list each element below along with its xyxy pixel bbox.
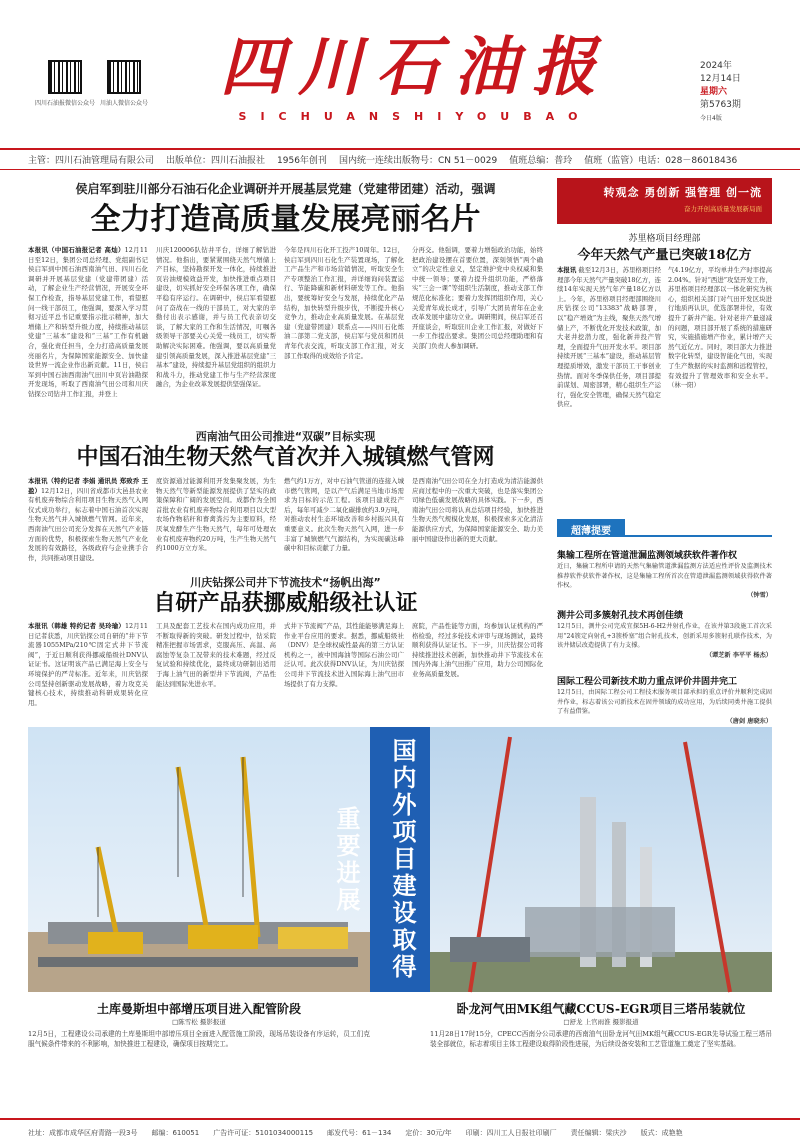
story3-column-3: 式井下节流阀”产品，其性能能够满足海上作业平台应用的要求。据悉，挪威船级社（DNV）是全球权威性最高的第三方认证机构之一，被中国海油等国际石油公司广泛认可。此次获得DNV认证，为川庆钻探公司井下节流技术进入国际海上油气田市场提供了有力支撑。 — [284, 622, 404, 688]
masthead — [0, 0, 800, 148]
express-tab — [557, 519, 772, 537]
express-item-2-title[interactable]: 测井公司多簇射孔技术再创佳绩 — [557, 611, 684, 621]
express-item-3-title[interactable]: 国际工程公司新技术助力重点评价井固井完工 — [557, 677, 738, 687]
lead-headline[interactable]: 全力打造高质量发展亮丽名片 — [90, 202, 481, 237]
express-item-3-credit: （唐剑 唐晓东） — [726, 717, 772, 725]
qr-code-right-icon[interactable] — [107, 60, 141, 94]
issue-datebox — [700, 60, 770, 125]
qr-code-left-icon[interactable] — [48, 60, 82, 94]
weekday: 星期六 — [700, 87, 728, 97]
issue-number: 第5763期 — [700, 100, 741, 110]
publisher: 出版单位：四川石油报社 — [166, 156, 266, 166]
express-item-1-body — [557, 562, 772, 602]
left-photo-credit: □陈雪松 摄影报道 — [172, 1018, 226, 1026]
lead-column-2: 川庆120006队钻井平台，详细了解钻进情况。他指出，要紧紧围绕天然气增储上产目标，坚持勘探开发一体化，持续推进页岩油规模效益开发，加快推进重点项目建设，切实抓好安全环保各项工作，确保平稳有序运行。在调研中，侯启军看望慰问了奋战在一线的干部员工，对大家的辛勤付出表示感谢，并与员工代表亲切交谈，了解大家的工作和生活情况，叮嘱各级领导干部要关心关爱一线员工，切实帮助解决实际困难。他强调，要以高质量党建引领高质量发展，深入推进基层党建“三基本”建设，持续提升基层党组织的组织力和战斗力，推动党建工作与生产经营深度融合，为企业改革发展提供坚强保证。 — [156, 246, 276, 389]
vertical-section-title: 国内外项目建设取得重要进展 — [370, 727, 430, 992]
footer-address: 社址：成都市成华区府青路一段3号 — [28, 1128, 138, 1137]
side-column-1 — [557, 266, 661, 511]
qr-right-caption: 川油人微信公众号 — [99, 100, 148, 107]
express-item-3-text: 12月5日，由国际工程公司工程技术服务项目部承担的重点评价井顺利完成固井作业，标志着该公司新技术在固井领域的成功应用，为后续同类井施工提供了有益借鉴。 — [557, 689, 772, 716]
story2-column-1 — [28, 477, 149, 562]
story3-column-1 — [28, 622, 148, 716]
story3-kicker: 川庆钻探公司井下节流技术“扬帆出海” — [190, 576, 381, 589]
lead-story-header — [28, 180, 543, 240]
footer-editor: 责任编辑：梁庆沙 — [570, 1128, 627, 1137]
story2-col1-text: 12月12日，四川省成都市大邑县农业有机废弃物综合利用项目生物天然气入网仪式成功举行，标志着中国石油首次实现生物天然气并入城镇燃气管网。近年来，西南油气田公司充分发挥在天然气产业链方面的优势，积极探索生物天然气产业化发展的有效路径，各级政府与企业携手合作，共同推动项目建设。 — [28, 486, 149, 562]
lead-dateline: 本报讯（中国石油报记者 高灿） — [28, 246, 125, 254]
lead-col1-text: 12月11日至12日，集团公司总经理、党组副书记侯启军到中国石油西南油气田、四川石化调研并开展基层党建（党建带团建）活动，了解企业生产经营情况，开展安全环保工作检查，指导基层党建工作，看望慰问一线干部员工，他强调，要深入学习贯彻习近平总书记重要指示批示精神，加大增储上产和转型升级力度，持续推动基层党建“三基本”建设和“三基”工作有机融合，强化责任担当，全力打造高质量发展亮丽名片，为保障国家能源安全、加快建设世界一流企业作出新贡献。11日，侯启军到中国石油西南油气田川中页岩油勘探开发现场，听取了西南油气田公司和川庆钻探公司钻井工作汇报，并登上 — [28, 246, 148, 398]
lead-kicker: 侯启军到驻川部分石油石化企业调研并开展基层党建（党建带团建）活动，强调 — [75, 182, 496, 196]
sponsor: 主管：四川石油管理局有限公司 — [28, 156, 155, 166]
footer-bar — [0, 1118, 800, 1145]
express-item-2-text: 12月5日，测井公司完成宜探5H-6-H2井射孔作业，在该井第3段施工首次采用“24簇定向射孔+3簇桥塞”组合射孔技术，创新采用多簇射孔联作技术，为该井储层改造提供了有力支撑。 — [557, 623, 772, 650]
right-photo-text: 11月28日17时15分，CPECC西南分公司承建的西南油气田卧龙河气田MK组气藏CCUS-EGR先导试验工程三塔吊装全部就位，标志着项目主体工程建设取得阶段性进展，为后续设备安装和工艺管道施工奠定了坚实基础。 — [430, 1030, 772, 1048]
story2-column-2: 度资源通过能源利用开发集聚发展，为生物天然气等新型能源发展提供了坚实的政策保障和广阔的发展空间。成都作为全国首批农业有机废弃物综合利用项目以大型农场作物秸秆和畜禽粪污为主要原料，经厌氧发酵生产生物天然气，每年可处理农业有机废弃物约20万吨，生产生物天然气约1000万立方米。 — [156, 477, 276, 553]
duty-editor: 值班总编：普玲 — [509, 156, 573, 166]
left-photo-caption: 土库曼斯坦中部增压项目进入配管阶段 — [96, 1002, 301, 1016]
lead-column-3: 今年是四川石化开工投产10周年。12日，侯启军到四川石化生产装置现场，了解化工产品生产和市场营销情况，听取安全生产专项整治工作汇报，并详细询问装置运行、节能降碳和新材料研发等工作。他指出，要统筹好安全与发展，持续优化产品结构，加快转型升级步伐，不断提升核心竞争力，推动企业高质量发展。在基层党建（党建带团建）联系点——四川石化炼油二部第二党支部，侯启军与党员和团员青年代表交流，听取支部工作汇报，对支部工作取得的成效给予肯定。 — [284, 246, 404, 360]
side-dateline: 本报讯 — [557, 266, 577, 274]
side-column-2: 气4.19亿方，平均单井生产时率提高2.04%。针对“西进”攻坚开发工作，苏里格项目经理部以一体化研究为核心，组织相关部门对气田开发区块进行地质再认识，优选部署井位，有效提升了新井产能。针对老井产量递减的问题，项目部开展了系统的措施研究，实施措施增产作业，累计增产天然气近亿方。同时，项目部大力推进数字化转型，建设智能化气田，实现了生产数据的实时监测和远程管控，有效提升了管理效率和安全水平。（林一阳） — [668, 266, 772, 390]
date-year: 2024年 — [700, 61, 732, 71]
side-banner — [557, 178, 772, 224]
express-tab-label: 超薄提要 — [557, 519, 625, 537]
express-item-1-title[interactable]: 集输工程所在管道泄漏监测领域获软件著作权 — [557, 551, 738, 561]
banner-slogan: 转观念 勇创新 强管理 创一流 — [603, 186, 762, 199]
logo-pinyin: SICHUANSHIYOUBAO — [238, 110, 592, 123]
cn-number: 国内统一连续出版物号：CN 51－0029 — [338, 156, 498, 166]
story2-kicker: 西南油气田公司推进“双碳”目标实现 — [195, 430, 376, 443]
banner-subtitle: 奋力开创高质量发展新局面 — [684, 205, 762, 213]
duty-phone: 值班（监管）电话：028－86018436 — [584, 156, 738, 166]
story2-headline[interactable]: 中国石油生物天然气首次并入城镇燃气管网 — [76, 444, 495, 470]
story3-headline[interactable]: 自研产品获挪威船级社认证 — [153, 590, 418, 616]
story2-column-3: 燃气约1万方，对中石油气管道的连接入城市燃气管网，是以产气后满足当地市场需求为目标的示范工程。该项目建成投产后，每年可减少二氧化碳排放约3.9万吨，对推动农村生态环境改善和乡村振兴具有重要意义。此次生物天然气入网，进一步丰富了城镇燃气气源结构，为实现碳达峰碳中和目标贡献了力量。 — [284, 477, 404, 553]
tower-lift-photo[interactable] — [430, 727, 772, 992]
express-item-2-body — [557, 622, 772, 668]
footer-ad-permit: 广告许可证：5101034000115 — [213, 1128, 314, 1137]
story2-column-4: 是西南油气田公司在全力打造成为清洁能源供应商过程中的一次重大突破，也是落实集团公司绿色低碳发展战略的具体实践。下一步，西南油气田公司将认真总结项目经验，加快推进生物天然气规模化发展，积极探索多元化清洁能源供应方式，为保障国家能源安全、助力美丽中国建设作出新的更大贡献。 — [412, 477, 543, 543]
express-item-2-credit: （谭芝新 李平平 杨杰） — [705, 651, 772, 659]
lead-column-4: 分再交。他强调，要着力增强政治功能，始终把政治建设摆在首要位置，深刻领悟“两个确立”的决定性意义，坚定维护党中央权威和集中统一领导；要着力提升组织功能，严格落实“三会一课”等组织生活制度，推动支部工作规范化标准化；要着力发挥团组织作用，关心关爱青年成长成才，引导广大团员青年在企业改革发展中建功立业。调研期间，侯启军还召开座谈会，听取驻川企业工作汇报，对做好下一步工作提出要求。集团公司总经理助理和有关部门负责人参加调研。 — [412, 246, 543, 350]
footer-price: 定价：30元/年 — [405, 1128, 452, 1137]
express-item-1-text: 近日，集输工程所申请的天然气集输管道泄漏监测方法适应性评价及监测技术推荐软件获软件著作权，这是集输工程所首次在管道泄漏监测领域获得软件著作权。 — [557, 563, 772, 590]
footer-post-code: 邮发代号：61－134 — [327, 1128, 392, 1137]
story3-dateline: 本报讯（韩雄 特约记者 吴玲瑜） — [28, 622, 125, 630]
right-photo-caption: 卧龙河气田MK组气藏CCUS-EGR项目三塔吊装就位 — [456, 1002, 746, 1016]
founded: 1956年创刊 — [277, 156, 327, 166]
side-kicker: 苏里格项目经理部 — [628, 234, 701, 244]
left-photo-text: 12月5日，工程建设公司承建的土库曼斯坦中部增压项目全面进入配管施工阶段，现场吊装设备有序运转，员工们克服气候条件带来的不利影响，加快推进工程建设，确保项目按期完工。 — [28, 1030, 370, 1048]
footer-proof: 版式：成艳艳 — [640, 1128, 683, 1137]
side-headline[interactable]: 今年天然气产量已突破18亿方 — [577, 248, 752, 263]
lead-column-1 — [28, 246, 148, 436]
express-item-3-body — [557, 688, 772, 732]
story3-column-2: 工具及配套工艺技术在国内成功应用，并不断取得新的突破。研发过程中，钻采院精准把握市场需求，克服高压、高温、高腐蚀等复杂工况带来的技术难题，经过反复试验和持续优化，最终成功研制出适用于海上油气田的新型井下节流阀，产品性能达到国际先进水平。 — [156, 622, 276, 688]
info-bar — [0, 148, 800, 170]
footer-postcode: 邮编：610051 — [151, 1128, 200, 1137]
qr-left-caption: 四川石油报微信公众号 — [34, 100, 95, 107]
right-photo-credit: □舒龙 上官雨淮 摄影报道 — [563, 1018, 639, 1026]
side-col1-text: 截至12月3日，苏里格项目经理部今年天然气产量突破18亿方，连续14年实现天然气年产量18亿方以上。今年，苏里格项目经理部围绕川庆钻探公司“13383”战略部署，以“稳产增效”为主线，聚焦天然气增储上产，不断优化开发技术政策，加大老井挖潜力度，强化新井投产管理，全面提升气田开发水平。项目部持续开展“三基本”建设，推动基层管理提质增效，激发干部员工干事创业热情。面对冬季保供任务，项目部提前谋划、周密部署，精心组织生产运行，强化安全管理，确保天然气稳定供应。 — [557, 266, 662, 409]
story3-col1-text: 12月11日记者获悉，川庆钻探公司自研的“井下节流器1055MPa/210℃固定式井下节流阀”，于近日顺利获得挪威船级社DNV认证证书。这证明该产品已满足海上安全与环境保护的严苛标准。近年来，川庆钻探公司坚持创新驱动发展战略，着力攻克关键核心技术，持续推动科研成果转化应用。 — [28, 622, 149, 707]
story3-column-4: 庶院，产品性能等方面，均参加认证机构的严格检验，经过多轮技术评审与现场测试，最终顺利获得认证证书。下一步，川庆钻探公司将持续推进技术创新，加快推动井下节流技术在国内外海上油气田推广应用，助力公司国际化业务高质量发展。 — [412, 622, 543, 678]
newspaper-logo: 四川石油报 — [220, 30, 610, 105]
page-count: 今日4版 — [700, 115, 722, 122]
date-month-day: 12月14日 — [700, 74, 741, 84]
express-item-1-credit: （钟雪） — [747, 591, 772, 599]
story2-dateline: 本报讯（特约记者 李娟 通讯员 郑致乔 王盈） — [28, 477, 148, 495]
footer-printer: 印刷：四川工人日报社印刷厂 — [465, 1128, 557, 1137]
